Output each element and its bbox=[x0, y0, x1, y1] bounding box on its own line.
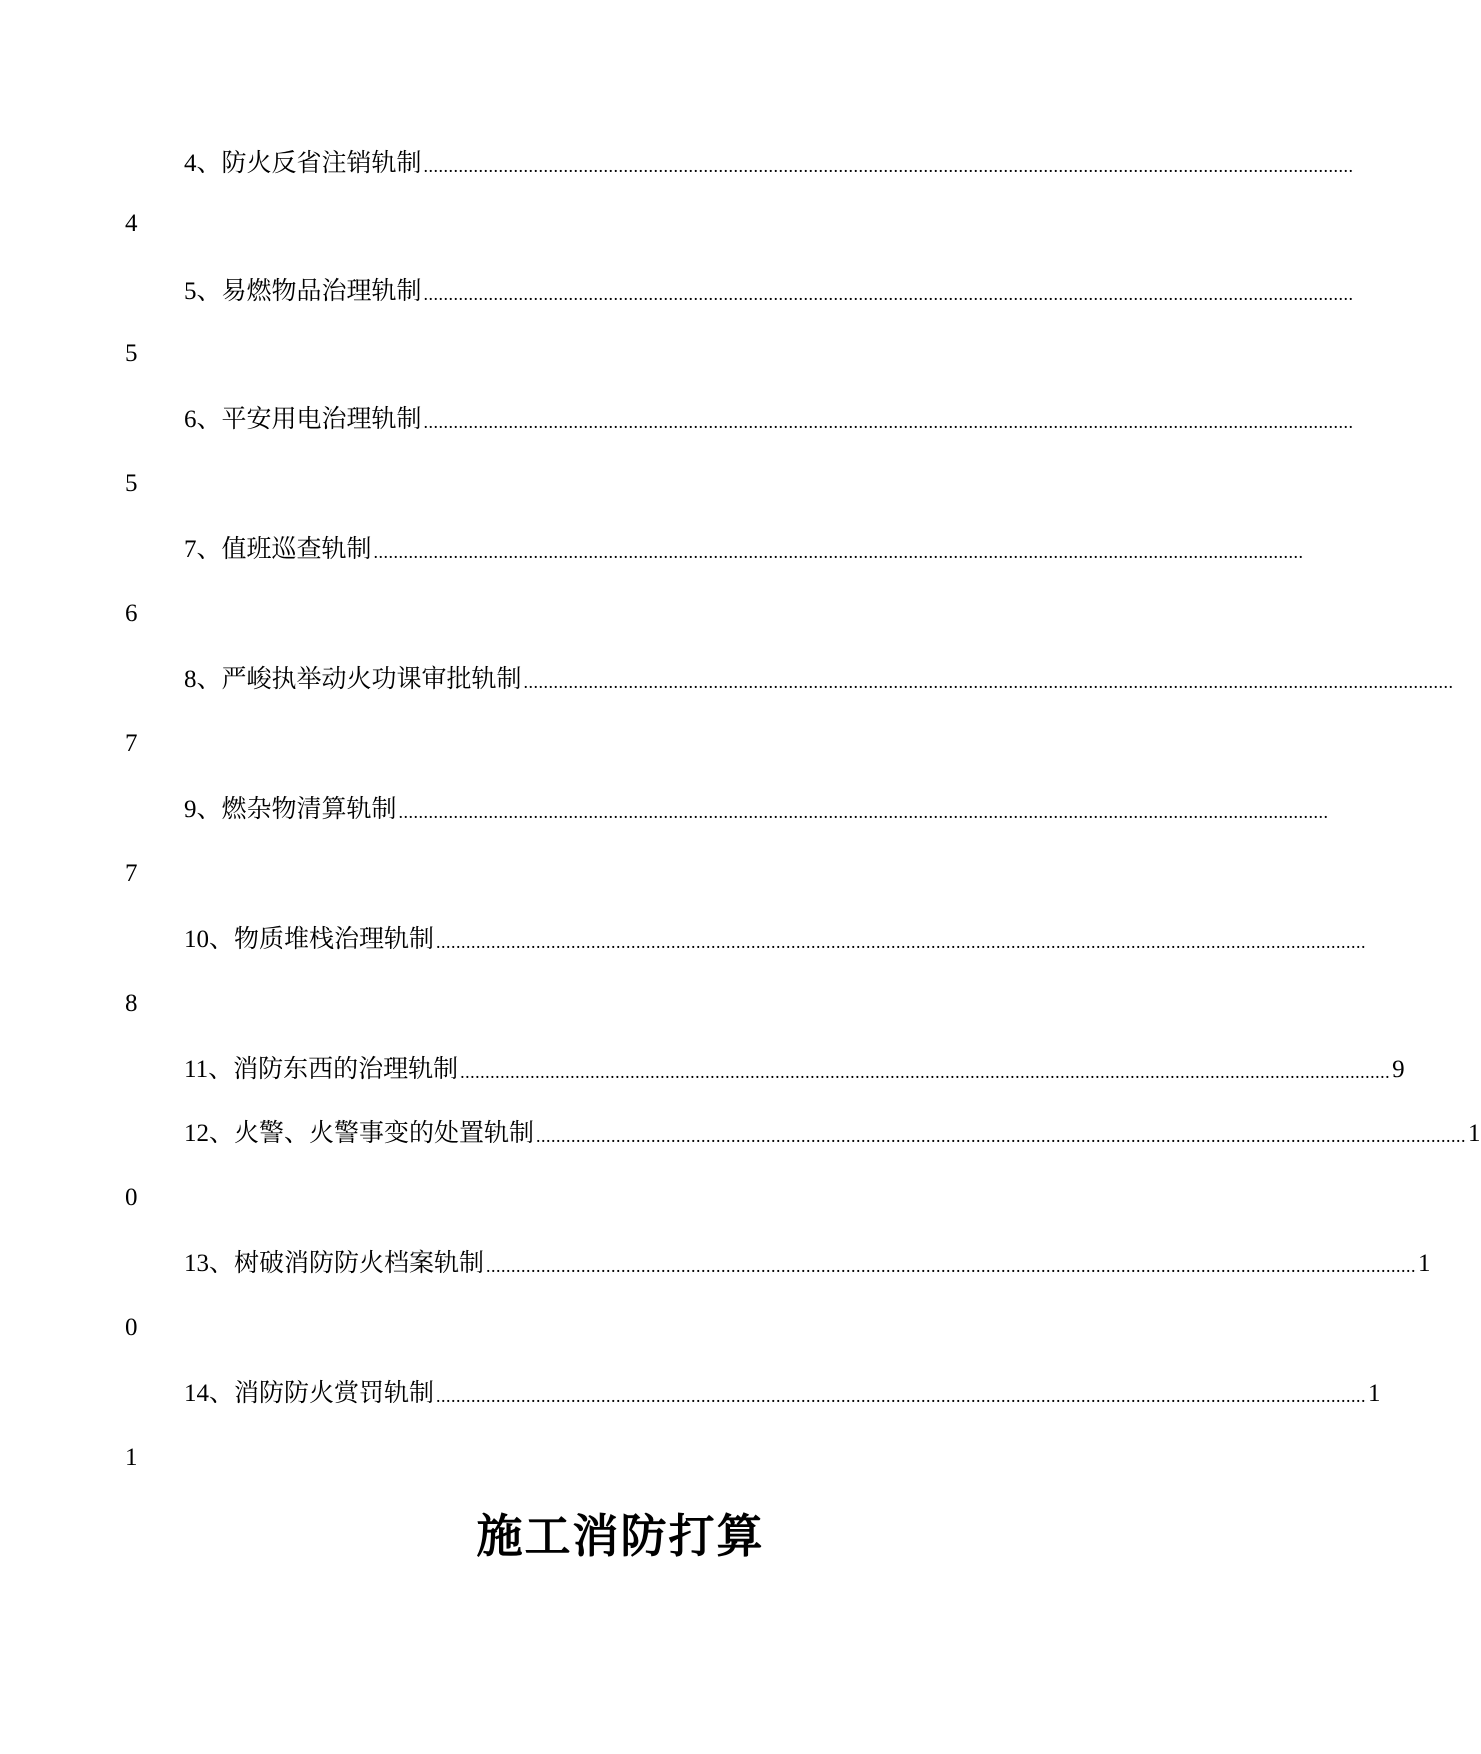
toc-entry[interactable] bbox=[184, 400, 1354, 440]
toc-entry[interactable] bbox=[184, 1114, 1481, 1154]
toc-entry[interactable] bbox=[184, 272, 1354, 312]
toc-entry-page-wrapped: 5 bbox=[125, 470, 138, 497]
toc-entry-page-wrapped: 0 bbox=[125, 1184, 138, 1211]
toc-leader-dots: .......................................................................................................................................................................................... bbox=[523, 672, 1454, 692]
toc-leader-dots: .......................................................................................................................................................................................... bbox=[423, 412, 1354, 432]
toc-entry-title: 6、平安用电治理轨制 bbox=[184, 406, 422, 433]
toc-entry-page-wrapped: 1 bbox=[125, 1444, 138, 1471]
toc-entry-page-wrapped: 0 bbox=[125, 1314, 138, 1341]
toc-leader-dots: .......................................................................................................................................................................................... bbox=[486, 1256, 1417, 1276]
toc-entry[interactable] bbox=[184, 144, 1354, 184]
toc-entry[interactable] bbox=[184, 1050, 1405, 1090]
toc-entry-page-wrapped: 6 bbox=[125, 600, 138, 627]
toc-entry-title: 12、火警、火警事变的处置轨制 bbox=[184, 1120, 535, 1147]
toc-entry-page: 9 bbox=[1392, 1056, 1405, 1083]
toc-entry-page-wrapped: 8 bbox=[125, 990, 138, 1017]
section-title: 施工消防打算 bbox=[476, 1509, 765, 1563]
toc-entry-title: 8、严峻执举动火功课审批轨制 bbox=[184, 666, 522, 693]
toc-entry-page-wrapped: 4 bbox=[125, 210, 138, 237]
toc-entry-title: 10、物质堆栈治理轨制 bbox=[184, 926, 435, 953]
toc-entry-page: 1 bbox=[1368, 1380, 1381, 1407]
toc-entry[interactable] bbox=[184, 530, 1304, 570]
toc-entry-title: 4、防火反省注销轨制 bbox=[184, 150, 422, 177]
toc-leader-dots: .......................................................................................................................................................................................... bbox=[398, 802, 1329, 822]
toc-leader-dots: .......................................................................................................................................................................................... bbox=[536, 1126, 1467, 1146]
toc-leader-dots: .......................................................................................................................................................................................... bbox=[460, 1062, 1391, 1082]
toc-entry-title: 14、消防防火赏罚轨制 bbox=[184, 1380, 435, 1407]
toc-entry[interactable] bbox=[184, 1374, 1381, 1414]
toc-entry[interactable] bbox=[184, 660, 1454, 700]
toc-entry-title: 9、燃杂物清算轨制 bbox=[184, 796, 397, 823]
toc-entry[interactable] bbox=[184, 1244, 1431, 1284]
toc-entry-title: 11、消防东西的治理轨制 bbox=[184, 1056, 459, 1083]
toc-leader-dots: .......................................................................................................................................................................................... bbox=[436, 1386, 1367, 1406]
toc-entry-page-wrapped: 7 bbox=[125, 730, 138, 757]
toc-entry-title: 13、树破消防防火档案轨制 bbox=[184, 1250, 485, 1277]
toc-leader-dots: .......................................................................................................................................................................................... bbox=[423, 284, 1354, 304]
toc-leader-dots: .......................................................................................................................................................................................... bbox=[436, 932, 1367, 952]
toc-leader-dots: .......................................................................................................................................................................................... bbox=[373, 542, 1304, 562]
toc-entry-title: 5、易燃物品治理轨制 bbox=[184, 278, 422, 305]
toc-entry-page-wrapped: 7 bbox=[125, 860, 138, 887]
toc-leader-dots: .......................................................................................................................................................................................... bbox=[423, 156, 1354, 176]
toc-entry-title: 7、值班巡查轨制 bbox=[184, 536, 372, 563]
toc-entry[interactable] bbox=[184, 790, 1329, 830]
toc-entry-page-wrapped: 5 bbox=[125, 340, 138, 367]
toc-entry[interactable] bbox=[184, 920, 1367, 960]
toc-entry-page: 1 bbox=[1418, 1250, 1431, 1277]
toc-entry-page: 1 bbox=[1468, 1120, 1481, 1147]
